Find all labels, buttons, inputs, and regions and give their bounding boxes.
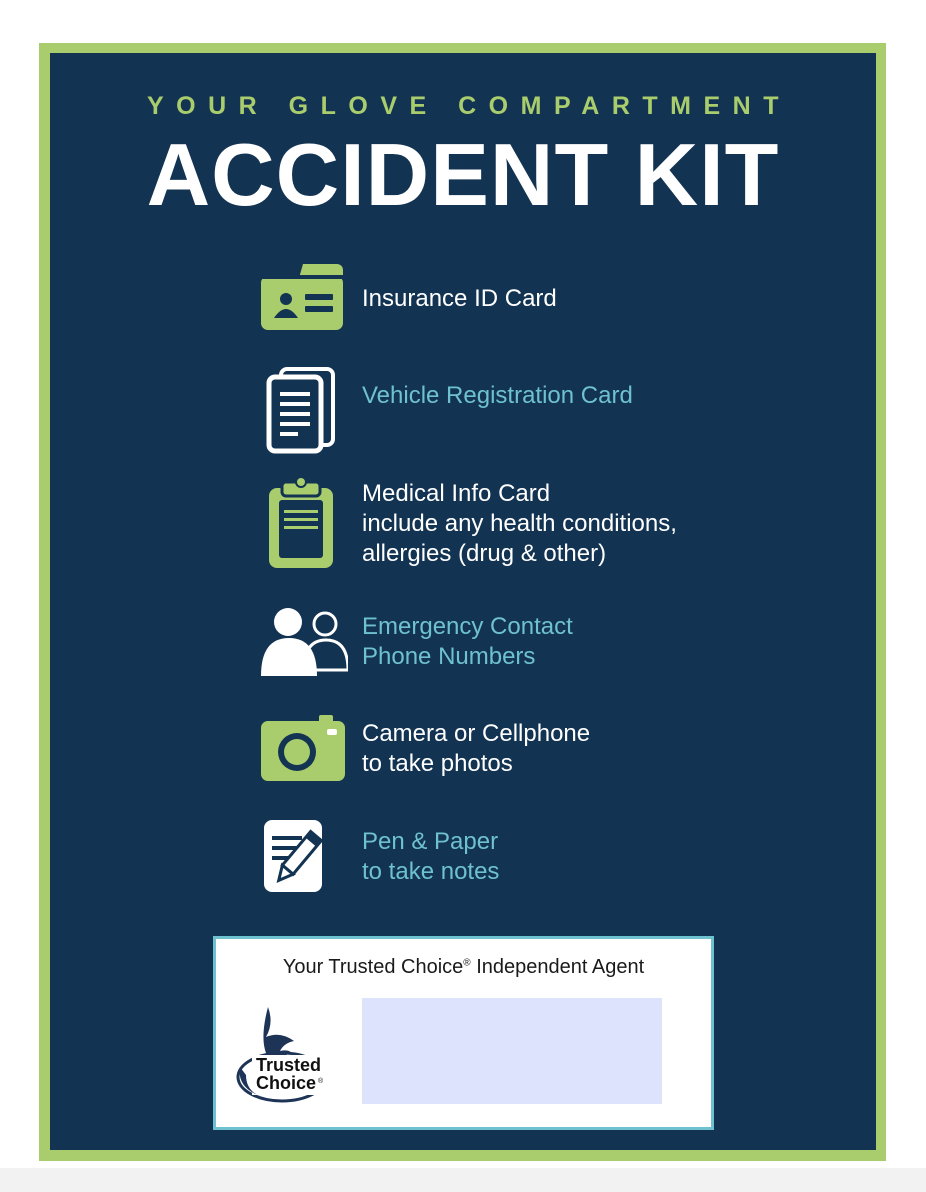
list-item-camera bbox=[362, 719, 590, 779]
item-text: include any health conditions, bbox=[362, 510, 677, 537]
list-item-emergency-contact bbox=[362, 612, 573, 672]
item-text: Vehicle Registration Card bbox=[362, 382, 633, 409]
logo-registered-mark: ® bbox=[318, 1078, 324, 1085]
page-bottom-strip bbox=[0, 1168, 926, 1192]
list-item-pen-paper bbox=[362, 827, 499, 887]
item-text: to take notes bbox=[362, 858, 500, 885]
agent-info-box bbox=[213, 936, 714, 1130]
list-item-medical-info bbox=[362, 479, 677, 569]
item-text: Medical Info Card bbox=[362, 480, 551, 507]
agent-heading-prefix: Your Trusted Choice bbox=[282, 956, 464, 978]
pen-paper-icon bbox=[262, 818, 346, 894]
agent-heading bbox=[216, 956, 711, 979]
item-text: Pen & Paper bbox=[362, 828, 499, 855]
kit-title: ACCIDENT KIT bbox=[146, 125, 780, 224]
kit-subtitle: YOUR GLOVE COMPARTMENT bbox=[147, 92, 791, 120]
registered-mark: ® bbox=[463, 957, 471, 969]
item-text: Emergency Contact bbox=[362, 613, 573, 640]
item-text: allergies (drug & other) bbox=[362, 540, 607, 567]
item-text: Phone Numbers bbox=[362, 643, 536, 670]
camera-icon bbox=[259, 713, 347, 783]
id-card-icon bbox=[259, 262, 345, 332]
agent-heading-suffix: Independent Agent bbox=[470, 956, 645, 978]
logo-word-choice: Choice bbox=[256, 1073, 317, 1093]
item-text: Insurance ID Card bbox=[362, 285, 557, 312]
list-item-vehicle-registration bbox=[362, 381, 633, 411]
list-item-insurance-id bbox=[362, 284, 557, 314]
trusted-choice-logo bbox=[234, 1003, 334, 1107]
logo-word-trusted: Trusted bbox=[256, 1055, 322, 1075]
people-icon bbox=[258, 604, 348, 678]
agent-info-placeholder bbox=[362, 998, 662, 1104]
documents-icon bbox=[266, 366, 338, 454]
item-text: to take photos bbox=[362, 750, 513, 777]
item-text: Camera or Cellphone bbox=[362, 720, 591, 747]
clipboard-icon bbox=[266, 476, 336, 570]
